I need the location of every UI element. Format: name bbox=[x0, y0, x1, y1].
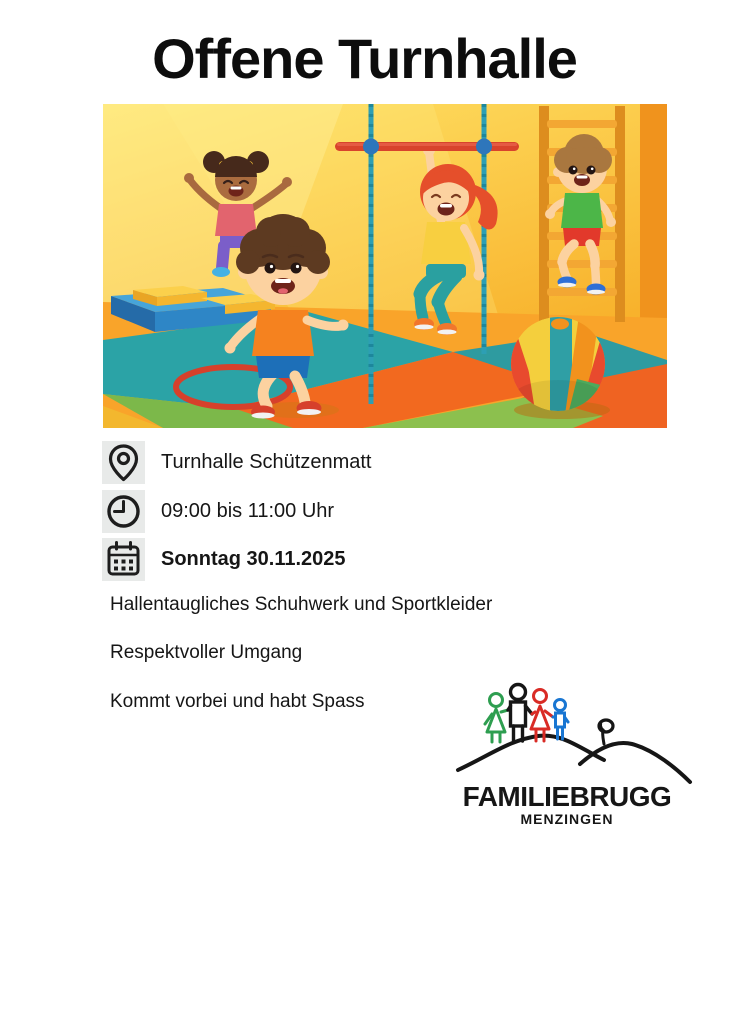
time-text: 09:00 bis 11:00 Uhr bbox=[161, 499, 335, 522]
gym-illustration bbox=[103, 104, 667, 428]
date-text: Sonntag 30.11.2025 bbox=[161, 547, 346, 570]
figure-child-blue bbox=[553, 700, 568, 740]
location-text: Turnhalle Schützenmatt bbox=[161, 450, 372, 473]
info-row-time bbox=[102, 489, 334, 533]
familiebrugg-logo-svg bbox=[452, 666, 694, 834]
location-icon-box bbox=[102, 441, 145, 484]
date-icon-box bbox=[102, 538, 145, 581]
gym-illustration-svg bbox=[103, 104, 667, 428]
familiebrugg-logo bbox=[452, 666, 694, 834]
flyer-title: Offene Turnhalle bbox=[152, 27, 577, 90]
location-pin-icon bbox=[102, 441, 145, 484]
note-invitation: Kommt vorbei und habt Spass bbox=[110, 691, 365, 712]
logo-brand-text: FAMILIEBRUGG bbox=[462, 781, 672, 812]
logo-subtitle-text: MENZINGEN bbox=[520, 811, 614, 827]
clock-icon bbox=[102, 490, 145, 533]
note-respect: Respektvoller Umgang bbox=[110, 642, 303, 663]
logo-flag-icon bbox=[599, 720, 613, 744]
info-row-location bbox=[102, 440, 371, 484]
calendar-icon bbox=[102, 538, 145, 581]
figure-mother-green bbox=[485, 694, 508, 743]
time-icon-box bbox=[102, 490, 145, 533]
figure-father-black bbox=[508, 685, 532, 742]
info-row-date bbox=[102, 537, 346, 581]
note-equipment: Hallentaugliches Schuhwerk und Sportkleider bbox=[110, 594, 493, 615]
logo-family-figures bbox=[485, 685, 568, 743]
figure-mother-red bbox=[531, 690, 553, 742]
